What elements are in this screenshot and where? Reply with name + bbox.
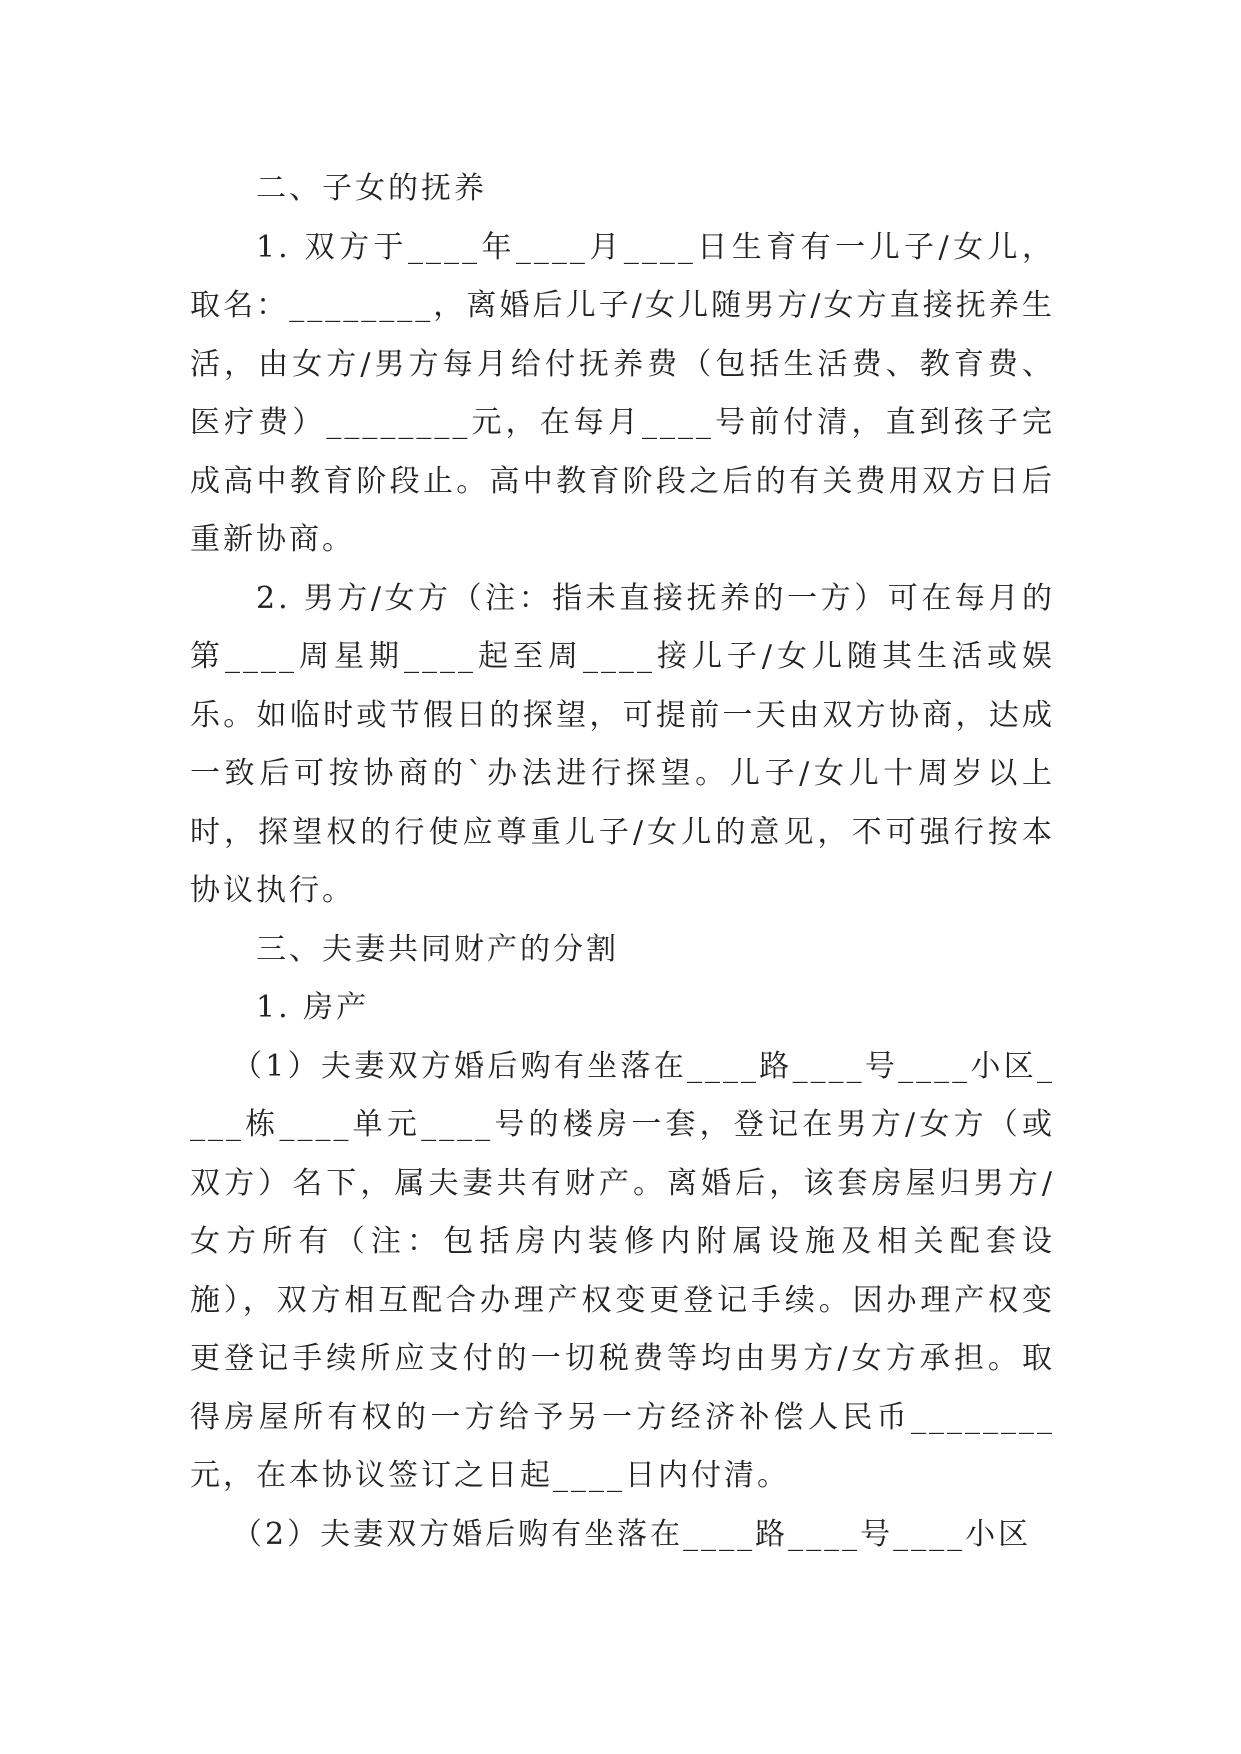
document-body (190, 160, 1055, 1564)
clause-visitation: 2. 男方/女方（注：指未直接抚养的一方）可在每月的第____周星期____起至周____接儿子/女儿随其生活或娱乐。如临时或节假日的探望，可提前一天由双方协商，达成一致后可按协商的`办法进行探望。儿子/女儿十周岁以上时，探望权的行使应尊重儿子/女儿的意见，不可强行按本协议执行。 (190, 580, 1055, 908)
clause-house-1: （1）夫妻双方婚后购有坐落在____路____号____小区____栋____单元____号的楼房一套，登记在男方/女方（或双方）名下，属夫妻共有财产。离婚后，该套房屋归男方/女方所有（注：包括房内装修内附属设施及相关配套设施），双方相互配合办理产权变更登记手续。因办理产权变更登记手续所应支付的一切税费等均由男方/女方承担。取得房屋所有权的一方给予另一方经济补偿人民币________元，在本协议签订之日起____日内付清。 (190, 1048, 1055, 1493)
clause-child-custody: 1. 双方于____年____月____日生育有一儿子/女儿，取名：________，离婚后儿子/女儿随男方/女方直接抚养生活，由女方/男方每月给付抚养费（包括生活费、教育费、医疗费）________元，在每月____号前付清，直到孩子完成高中教育阶段止。高中教育阶段之后的有关费用双方日后重新协商。 (190, 229, 1055, 557)
section-heading-property-division: 三、夫妻共同财产的分割 (256, 931, 619, 967)
subheading-real-estate: 1. 房产 (256, 990, 370, 1025)
clause-house-2: （2）夫妻双方婚后购有坐落在____路____号____小区 (232, 1516, 1032, 1552)
section-heading-child-support: 二、子女的抚养 (256, 171, 487, 206)
